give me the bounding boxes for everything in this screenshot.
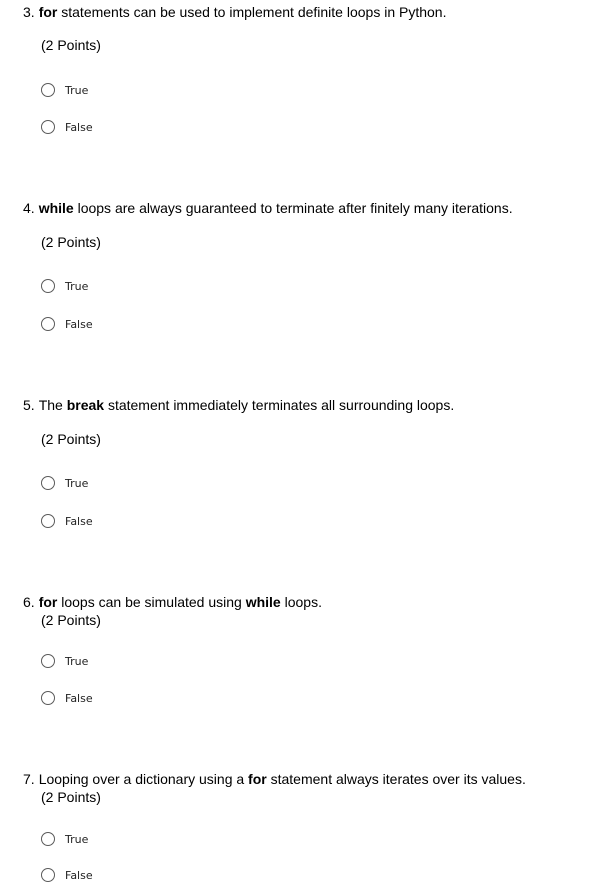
option-label: True [65, 654, 89, 668]
option-false[interactable] [41, 315, 93, 333]
option-label: False [65, 691, 93, 705]
question-text [23, 200, 513, 217]
question-text-part: loops are always guaranteed to terminate after finitely many iterations. [73, 200, 513, 216]
option-false[interactable] [41, 512, 93, 530]
question-points: (2 Points) [41, 37, 101, 53]
question-number: 6. [23, 594, 35, 610]
option-false[interactable] [41, 118, 93, 136]
question-points: (2 Points) [41, 234, 101, 250]
radio-button[interactable] [41, 279, 55, 293]
option-label: True [65, 476, 89, 490]
option-true[interactable] [41, 652, 88, 670]
option-false[interactable] [41, 689, 93, 707]
option-label: True [65, 279, 89, 293]
question-points: (2 Points) [41, 789, 101, 805]
radio-button[interactable] [41, 654, 55, 668]
option-label: True [65, 832, 89, 846]
question-text-part: statements can be used to implement definite loops in Python. [57, 4, 447, 20]
question-number: 7. [23, 771, 35, 787]
radio-button[interactable] [41, 832, 55, 846]
option-label: False [65, 120, 93, 134]
question-number: 4. [23, 200, 35, 216]
radio-button[interactable] [41, 317, 55, 331]
radio-button[interactable] [41, 476, 55, 490]
radio-button[interactable] [41, 120, 55, 134]
option-label: True [65, 83, 89, 97]
question-points: (2 Points) [41, 612, 101, 628]
question-number: 3. [23, 4, 35, 20]
keyword: for [248, 771, 267, 787]
option-label: False [65, 868, 93, 882]
question-text [23, 397, 454, 414]
question-text-part: Looping over a dictionary using a [38, 771, 249, 787]
option-true[interactable] [41, 277, 88, 295]
question-text [23, 771, 526, 788]
radio-button[interactable] [41, 514, 55, 528]
option-true[interactable] [41, 474, 88, 492]
question-text [23, 4, 446, 21]
option-label: False [65, 514, 93, 528]
keyword: while [245, 594, 281, 610]
question-number: 5. [23, 397, 35, 413]
keyword: while [38, 200, 74, 216]
keyword: for [38, 4, 58, 20]
radio-button[interactable] [41, 83, 55, 97]
question-text-part: statement immediately terminates all surrounding loops. [104, 397, 455, 413]
keyword: for [38, 594, 58, 610]
option-true[interactable] [41, 830, 88, 848]
radio-button[interactable] [41, 691, 55, 705]
question-text-part: The [38, 397, 67, 413]
option-true[interactable] [41, 81, 88, 99]
option-label: False [65, 317, 93, 331]
radio-button[interactable] [41, 868, 55, 882]
question-text-part: loops. [280, 594, 322, 610]
question-points: (2 Points) [41, 431, 101, 447]
keyword: break [66, 397, 105, 413]
question-text [23, 594, 322, 611]
question-text-part: loops can be simulated using [57, 594, 246, 610]
question-text-part: statement always iterates over its values. [266, 771, 526, 787]
option-false[interactable] [41, 866, 93, 884]
